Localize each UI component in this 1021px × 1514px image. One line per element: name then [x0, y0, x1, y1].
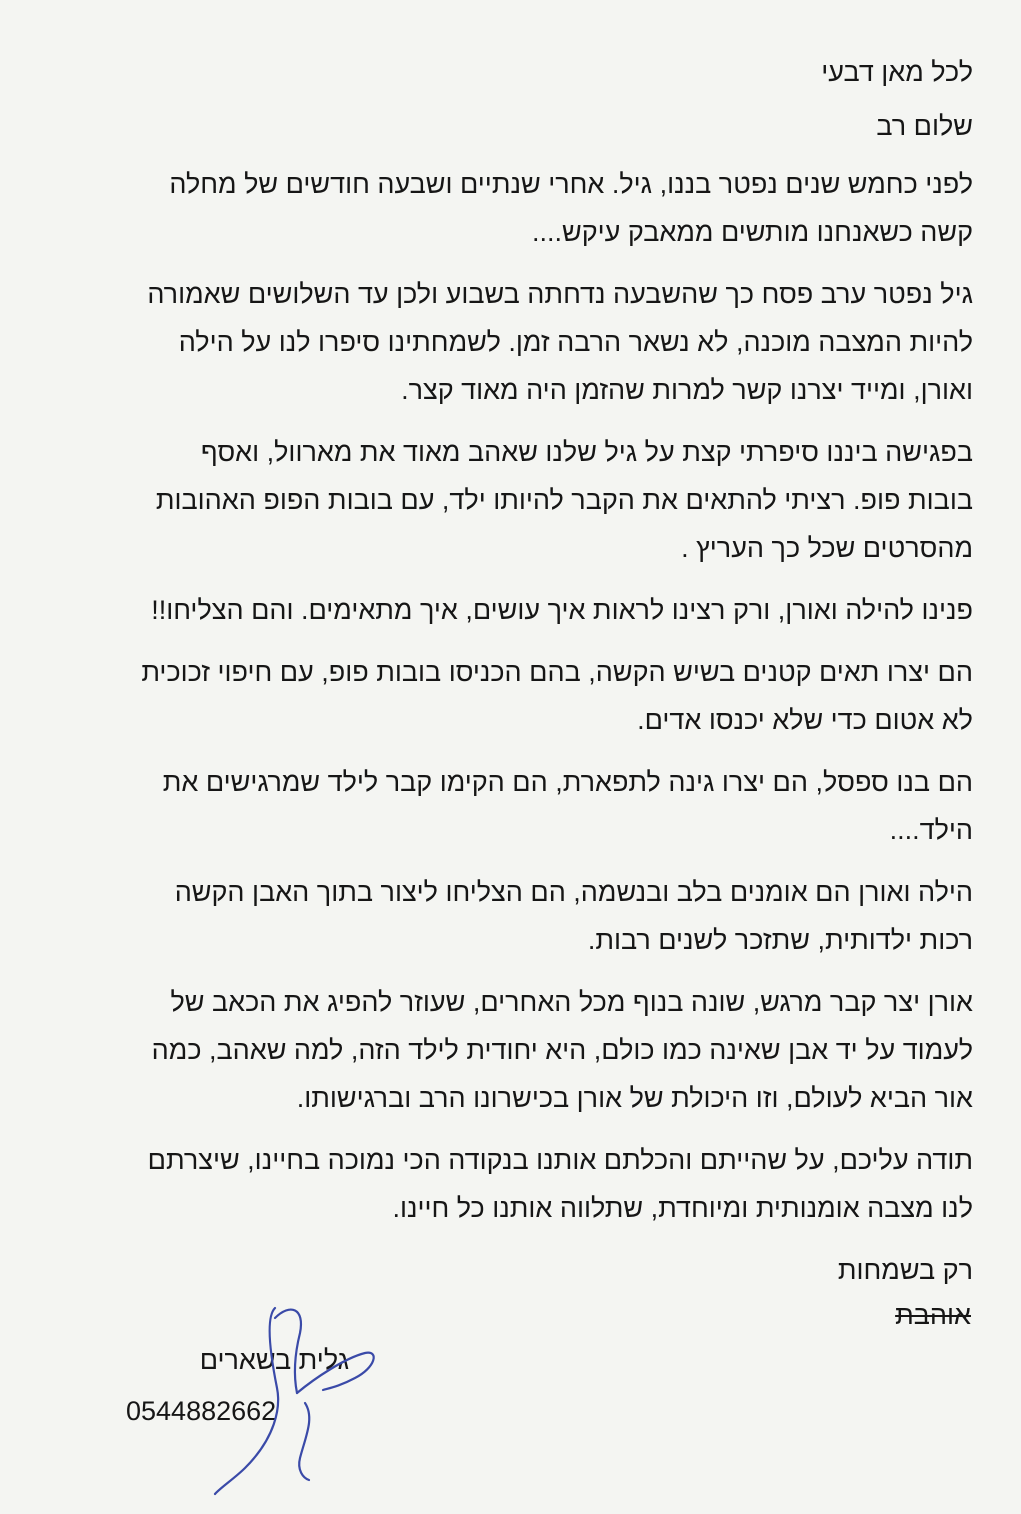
greeting: שלום רב: [876, 111, 973, 141]
paragraph: גיל נפטר ערב פסח כך שהשבעה נדחתה בשבוע ולכן עד השלושים שאמורה להיות המצבה מוכנה, לא נשאר הרבה זמן. לשמחתינו סיפרו לנו על הילה ואורן, ומייד יצרנו קשר למרות שהזמן היה מאוד קצר.: [147, 279, 973, 405]
paragraph: הם יצרו תאים קטנים בשיש הקשה, בהם הכניסו בובות פופ, עם חיפוי זכוכית לא אטום כדי שלא יכנסו אדים.: [141, 657, 973, 735]
paragraph: פנינו להילה ואורן, ורק רצינו לראות איך עושים, איך מתאימים. והם הצליחו!!: [151, 595, 973, 625]
paragraph: בפגישה ביננו סיפרתי קצת על גיל שלנו שאהב מאוד את מארוול, ואסף בובות פופ. רציתי להתאים את הקבר להיותו ילד, עם בובות הפופ האהובות מהסרטים שכל כך העריץ .: [155, 437, 973, 563]
phone-number: 0544882662: [126, 1396, 277, 1426]
paragraph: הם בנו ספסל, הם יצרו גינה לתפארת, הם הקימו קבר לילד שמרגישים את הילד....: [162, 767, 973, 845]
salutation: לכל מאן דבעי: [821, 57, 973, 87]
closing: רק בשמחות: [837, 1255, 973, 1285]
paragraph: לפני כחמש שנים נפטר בננו, גיל. אחרי שנתיים ושבעה חודשים של מחלה קשה כשאנחנו מותשים ממאבק עיקש....: [169, 169, 973, 247]
paragraph: תודה עליכם, על שהייתם והכלתם אותנו בנקודה הכי נמוכה בחיינו, שיצרתם לנו מצבה אומנותית ומיוחדת, שתלווה אותנו כל חיינו.: [147, 1145, 973, 1223]
lovingly-signoff: אוהבת: [895, 1300, 971, 1330]
paragraph: אורן יצר קבר מרגש, שונה בנוף מכל האחרים, שעוזר להפיג את הכאב של לעמוד על יד אבן שאינה כמו כולם, היא יחודית לילד הזה, למה שאהב, כמה אור הביא לעולם, וזו היכולת של אורן בכישרונו הרב וברגישותו.: [151, 987, 973, 1113]
letter-body: [133, 48, 973, 1300]
handwritten-signature: [205, 1298, 385, 1498]
paragraph: הילה ואורן הם אומנים בלב ובנשמה, הם הצליחו ליצור בתוך האבן הקשה רכות ילדותית, שתזכר לשנים רבות.: [174, 877, 973, 955]
signer-name: גלית בשארים: [199, 1345, 349, 1375]
